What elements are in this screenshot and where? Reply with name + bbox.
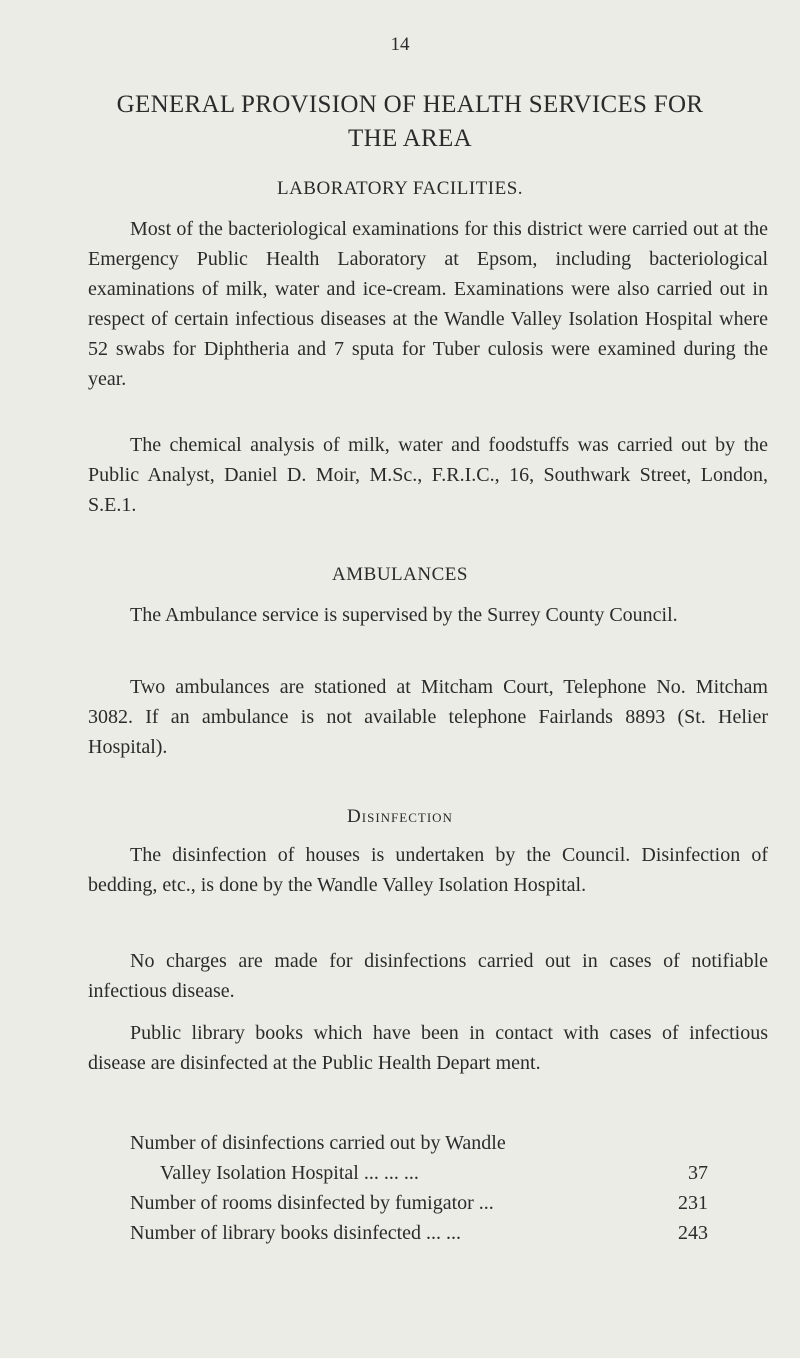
stat-row <box>88 1188 768 1218</box>
disinfection-stats <box>88 1128 768 1248</box>
disinfection-heading: Disinfection <box>347 806 453 827</box>
stat-value: 243 <box>678 1222 708 1244</box>
disinfection-paragraph-3: Public library books which have been in contact with cases of infectious disease are disinfected at the Public Health Depart ment. <box>88 1022 768 1074</box>
disinfection-paragraph-1: The disinfection of houses is undertaken by the Council. Disinfection of bedding, etc., is done by the Wandle Valley Isolation Hospital. <box>88 844 768 896</box>
stat-row <box>88 1128 768 1158</box>
page-title-line-1: GENERAL PROVISION OF HEALTH SERVICES FOR <box>116 91 704 118</box>
disinfection-paragraph-2: No charges are made for disinfections carried out in cases of notifiable infectious disease. <box>88 950 768 1002</box>
page-title-line-2: THE AREA <box>348 125 472 152</box>
stat-label: Number of disinfections carried out by Wandle <box>130 1132 506 1154</box>
stat-value: 231 <box>678 1192 708 1214</box>
stat-row <box>88 1158 768 1188</box>
ambulances-paragraph-1: The Ambulance service is supervised by the Surrey County Council. <box>130 604 678 626</box>
stat-label: Number of library books disinfected ... ... <box>130 1222 462 1244</box>
laboratory-paragraph-1: Most of the bacteriological examinations for this district were carried out at the Emergency Public Health Laboratory at Epsom, including bacteriological examinations of milk, water and ice-cream. Examinations were also carried out in respect of certain infectious diseases at the Wandle Valley Isolation Hospital where 52 swabs for Diphtheria and 7 sputa for Tuber culosis were examined during the year. <box>88 218 768 390</box>
stat-label: Number of rooms disinfected by fumigator ... <box>130 1192 494 1214</box>
page-title <box>60 88 760 156</box>
stat-value: 37 <box>688 1162 708 1184</box>
ambulances-heading: AMBULANCES <box>332 564 468 585</box>
ambulances-paragraph-2: Two ambulances are stationed at Mitcham Court, Telephone No. Mitcham 3082. If an ambulance is not available telephone Fairlands 8893 (St. Helier Hospital). <box>88 676 768 758</box>
stat-row <box>88 1218 768 1248</box>
stat-label: Valley Isolation Hospital ... ... ... <box>160 1162 419 1184</box>
laboratory-heading: LABORATORY FACILITIES. <box>276 178 524 199</box>
laboratory-paragraph-2: The chemical analysis of milk, water and foodstuffs was carried out by the Public Analyst, Daniel D. Moir, M.Sc., F.R.I.C., 16, Southwark Street, London, S.E.1. <box>88 434 768 516</box>
page-number: 14 <box>390 34 410 55</box>
